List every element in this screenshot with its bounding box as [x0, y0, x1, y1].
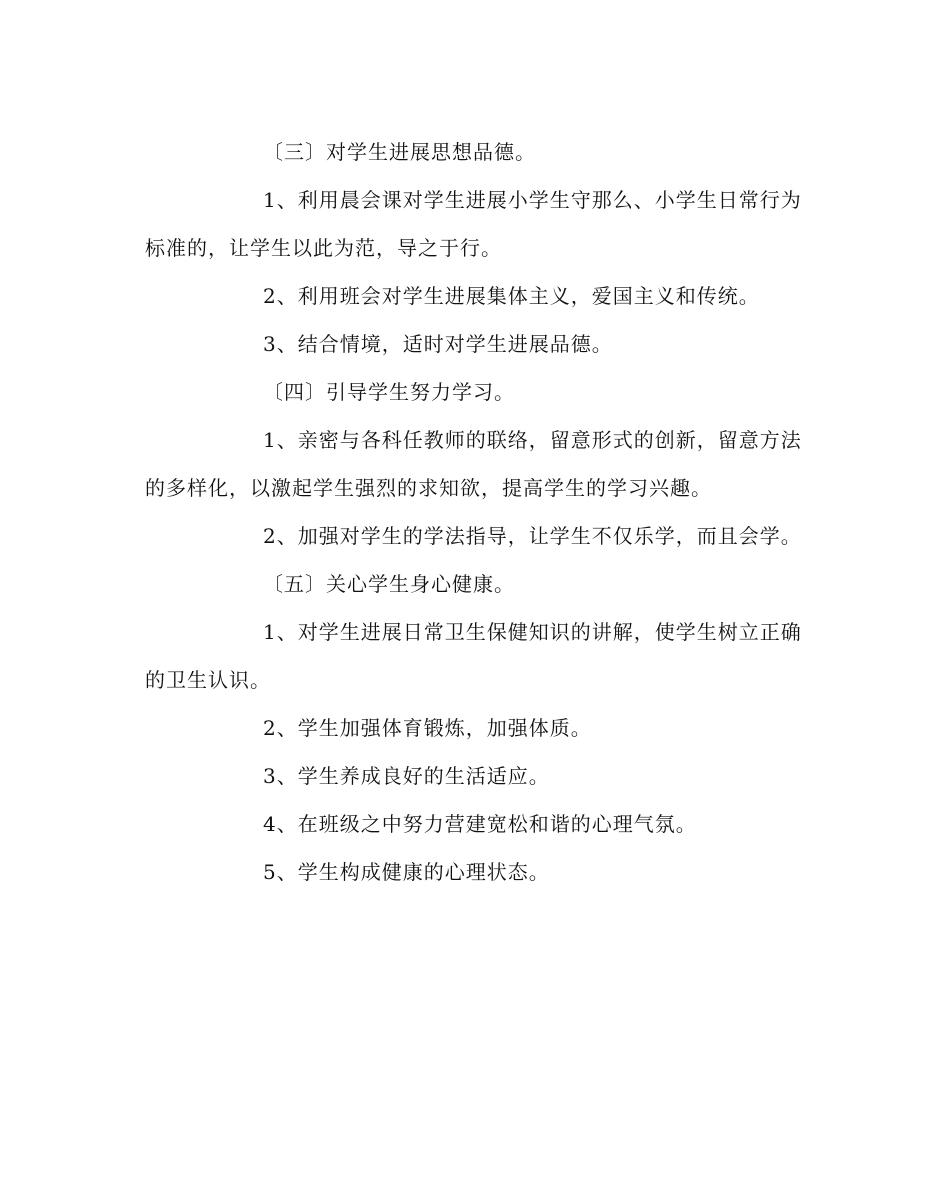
paragraph-5-3: 3、学生养成良好的生活适应。 [263, 764, 550, 788]
paragraph-3-3: 3、结合情境，适时对学生进展品德。 [263, 332, 613, 356]
paragraph-5-1: 1、对学生进展日常卫生保健知识的讲解，使学生树立正确的卫生认识。 [145, 620, 802, 692]
paragraph-4-1: 1、亲密与各科任教师的联络，留意形式的创新，留意方法的多样化，以激起学生强烈的求知欲，提高学生的学习兴趣。 [145, 428, 802, 500]
paragraph-5-5: 5、学生构成健康的心理状态。 [263, 860, 550, 884]
document-body [145, 128, 810, 896]
section-heading-3: 〔三〕对学生进展思想品德。 [263, 140, 536, 164]
paragraph-5-2: 2、学生加强体育锻炼，加强体质。 [263, 716, 592, 740]
paragraph-3-1: 1、利用晨会课对学生进展小学生守那么、小学生日常行为标准的，让学生以此为范，导之于行。 [145, 188, 802, 260]
paragraph-5-4: 4、在班级之中努力营建宽松和谐的心理气氛。 [263, 812, 697, 836]
paragraph-3-2: 2、利用班会对学生进展集体主义，爱国主义和传统。 [263, 284, 760, 308]
paragraph-4-2: 2、加强对学生的学法指导，让学生不仅乐学，而且会学。 [263, 524, 802, 548]
section-heading-5: 〔五〕关心学生身心健康。 [263, 572, 515, 596]
section-heading-4: 〔四〕引导学生努力学习。 [263, 380, 515, 404]
